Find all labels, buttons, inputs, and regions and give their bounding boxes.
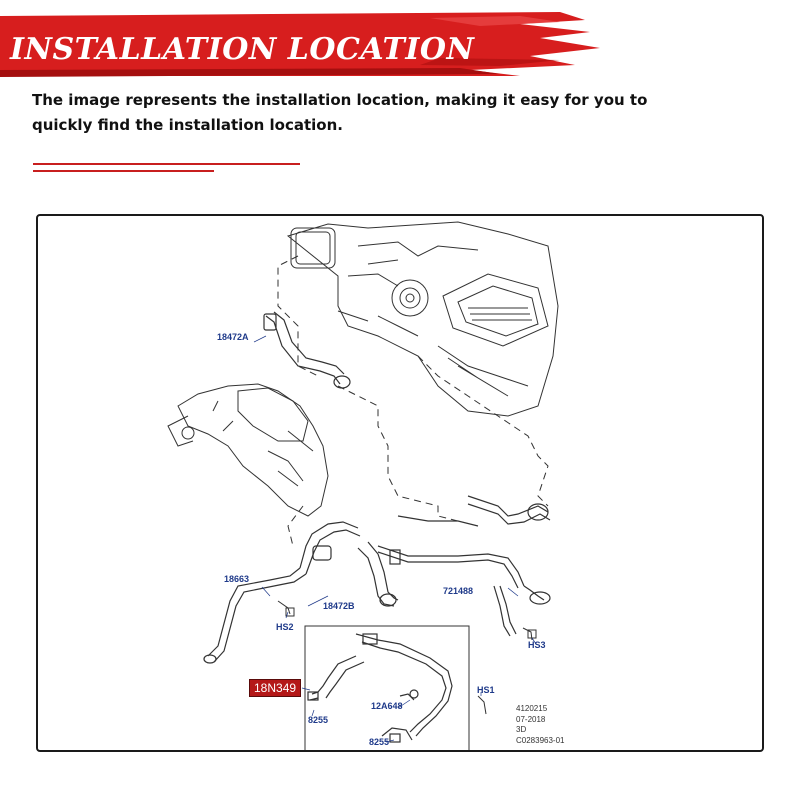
ref-line-4: C0283963-01 <box>516 735 565 745</box>
label-hs2: HS2 <box>276 622 294 632</box>
accent-rule-short <box>33 170 214 172</box>
engine-component-illustration <box>168 384 328 516</box>
label-18472a: 18472A <box>217 332 249 342</box>
hose-18472a <box>264 312 350 388</box>
hvac-unit-illustration <box>288 222 558 416</box>
reference-info <box>516 704 564 746</box>
hose-upper-crossover <box>300 522 360 574</box>
label-12a648: 12A648 <box>371 701 403 711</box>
label-721488: 721488 <box>443 586 474 596</box>
accent-rule-long <box>33 163 300 165</box>
ref-line-1: 4120215 <box>516 704 548 713</box>
highlighted-part-label: 18N349 <box>249 679 301 697</box>
label-18472b: 18472B <box>323 601 355 611</box>
detail-inset-box <box>305 626 469 752</box>
label-8255-left: 8255 <box>308 715 329 725</box>
title-banner <box>0 10 600 80</box>
hose-18472b <box>358 542 398 606</box>
label-hs3: HS3 <box>528 640 546 650</box>
intro-text: The image represents the installation location, making it easy for you to quickly find the installation location. <box>32 91 648 134</box>
ref-line-2: 07-2018 <box>516 714 546 724</box>
part-18n349-illustration <box>308 634 452 742</box>
right-heater-hoses <box>398 496 550 526</box>
assembly-guide-lines <box>278 256 548 546</box>
label-8255-bottom: 8255 <box>369 737 390 747</box>
bracket-hardware <box>278 601 536 714</box>
installation-diagram <box>36 214 764 752</box>
label-18663: 18663 <box>224 574 250 584</box>
label-hs1: HS1 <box>477 685 495 695</box>
ref-line-3: 3D <box>516 725 527 734</box>
diagram-drawing <box>38 216 764 752</box>
page-title: INSTALLATION LOCATION <box>10 32 475 67</box>
